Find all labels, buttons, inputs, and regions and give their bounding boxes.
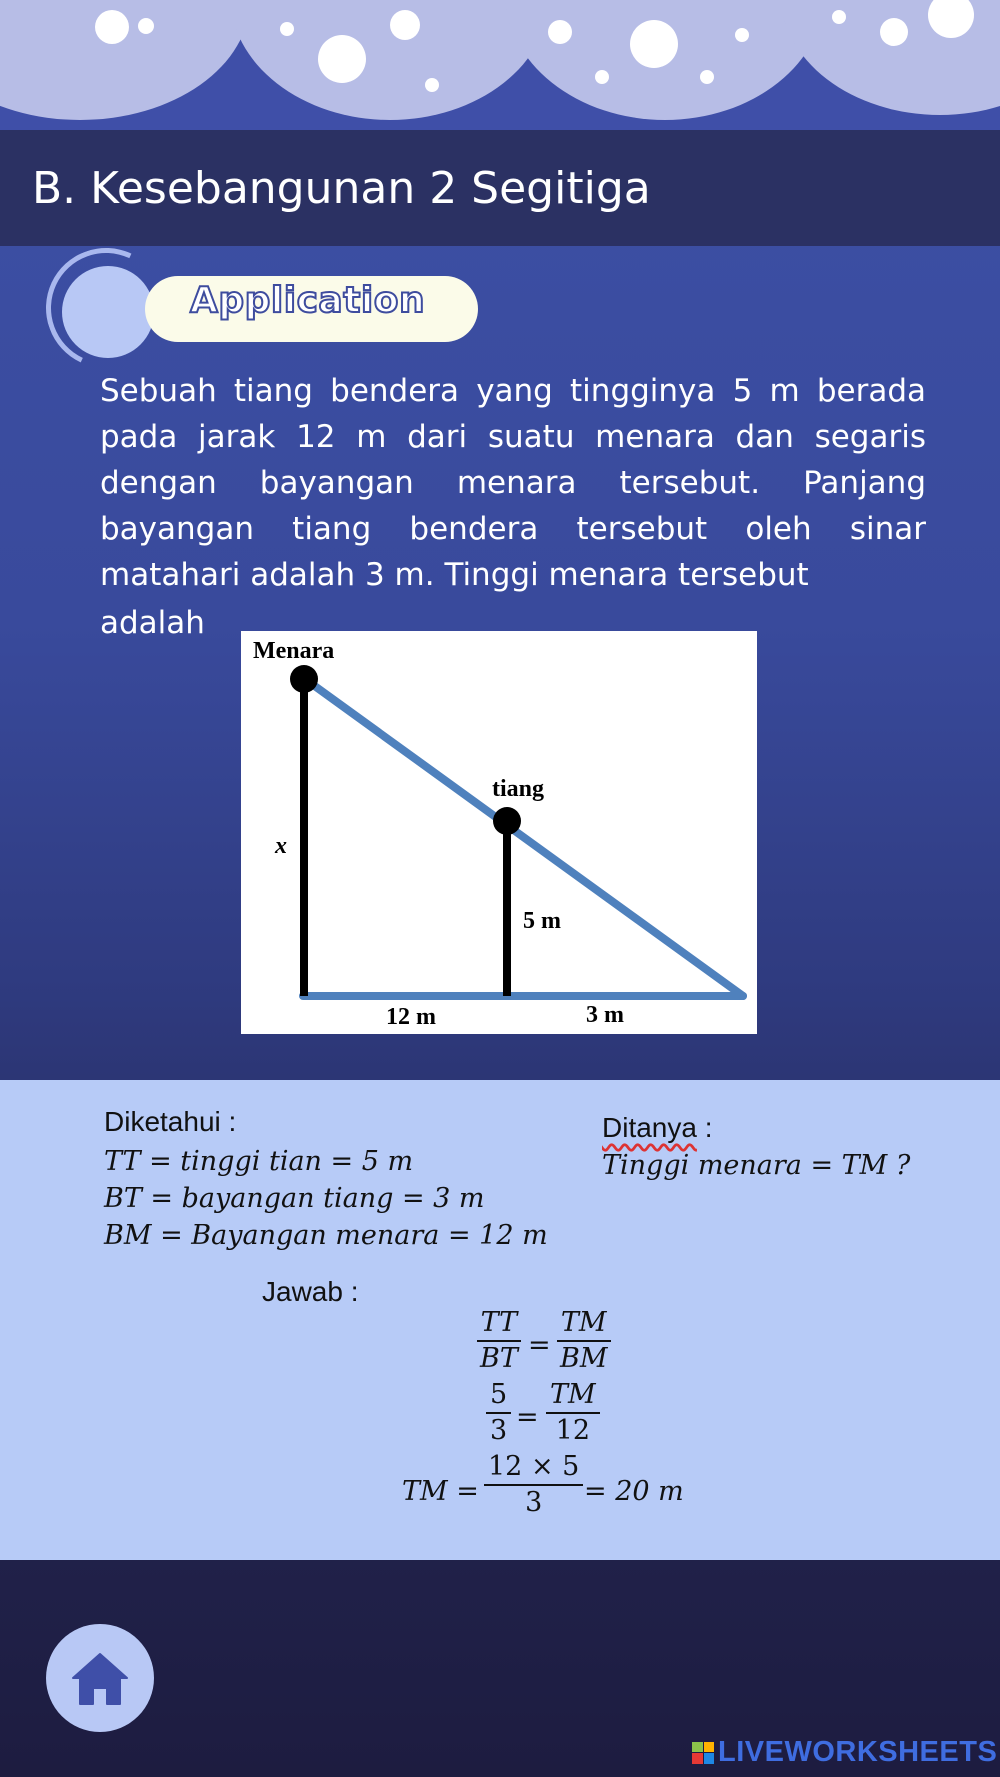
fraction-numerator: 12 × 5 — [484, 1450, 583, 1486]
label-12m: 12 m — [386, 1004, 436, 1030]
answer-box — [0, 1080, 1000, 1560]
title-bar — [0, 130, 1000, 246]
home-icon — [69, 1650, 131, 1706]
fraction-denominator: 3 — [490, 1415, 508, 1446]
fraction-denominator: BM — [560, 1343, 608, 1374]
result-rhs: = 20 m — [584, 1476, 684, 1507]
given-line-2: BT = bayangan tiang = 3 m — [104, 1183, 485, 1214]
equals-sign: = — [516, 1402, 539, 1433]
liveworksheets-brand[interactable] — [692, 1736, 997, 1769]
ditanya-label-group — [602, 1112, 713, 1144]
tiang-top-dot — [493, 807, 521, 835]
result-lhs: TM = — [402, 1476, 479, 1507]
application-badge-label: Application — [190, 280, 426, 321]
triangle-diagram — [241, 631, 757, 1034]
equals-sign: = — [528, 1330, 551, 1361]
home-button[interactable] — [46, 1624, 154, 1732]
label-3m: 3 m — [586, 1002, 624, 1028]
given-line-3: BM = Bayangan menara = 12 m — [104, 1220, 548, 1251]
fraction-tm-12 — [546, 1378, 600, 1448]
label-tiang: tiang — [492, 776, 545, 802]
ditanya-label: Ditanya — [602, 1112, 697, 1143]
diketahui-label: Diketahui : — [104, 1106, 237, 1137]
label-menara: Menara — [253, 638, 335, 664]
fraction-numerator: TM — [557, 1306, 611, 1342]
liveworksheets-logo-icon — [692, 1742, 714, 1764]
fraction-tm-bm — [556, 1306, 612, 1376]
fraction-numerator: TM — [546, 1378, 600, 1414]
jawab-label: Jawab : — [262, 1276, 359, 1307]
brand-text: LIVEWORKSHEETS — [718, 1736, 998, 1768]
badge-circle-decoration — [62, 266, 154, 358]
hypotenuse-line — [305, 679, 743, 996]
fraction-tt-bt — [476, 1306, 522, 1376]
label-5m: 5 m — [523, 908, 561, 934]
given-line-1: TT = tinggi tian = 5 m — [104, 1146, 414, 1177]
fraction-12x5-3 — [484, 1450, 583, 1520]
fraction-5-3 — [486, 1378, 511, 1448]
menara-top-dot — [290, 665, 318, 693]
problem-text: Sebuah tiang bendera yang tingginya 5 m berada pada jarak 12 m dari suatu menara dan segaris dengan bayangan menara tersebut. Panjang bayangan tiang bendera tersebut oleh sinar matahari adalah 3 m. Tinggi menara tersebut — [100, 373, 926, 593]
fraction-denominator: BT — [480, 1343, 518, 1374]
fraction-numerator: 5 — [486, 1378, 511, 1414]
fraction-denominator: 12 — [555, 1415, 590, 1446]
ditanya-value: Tinggi menara = TM ? — [602, 1150, 911, 1181]
fraction-denominator: 3 — [525, 1487, 543, 1518]
ditanya-colon: : — [696, 1112, 713, 1143]
problem-text-last-word: adalah — [100, 605, 205, 641]
top-cloud-banner — [0, 0, 1000, 130]
page-title: B. Kesebangunan 2 Segitiga — [32, 162, 651, 214]
fraction-numerator: TT — [477, 1306, 522, 1342]
label-x: x — [275, 833, 287, 859]
